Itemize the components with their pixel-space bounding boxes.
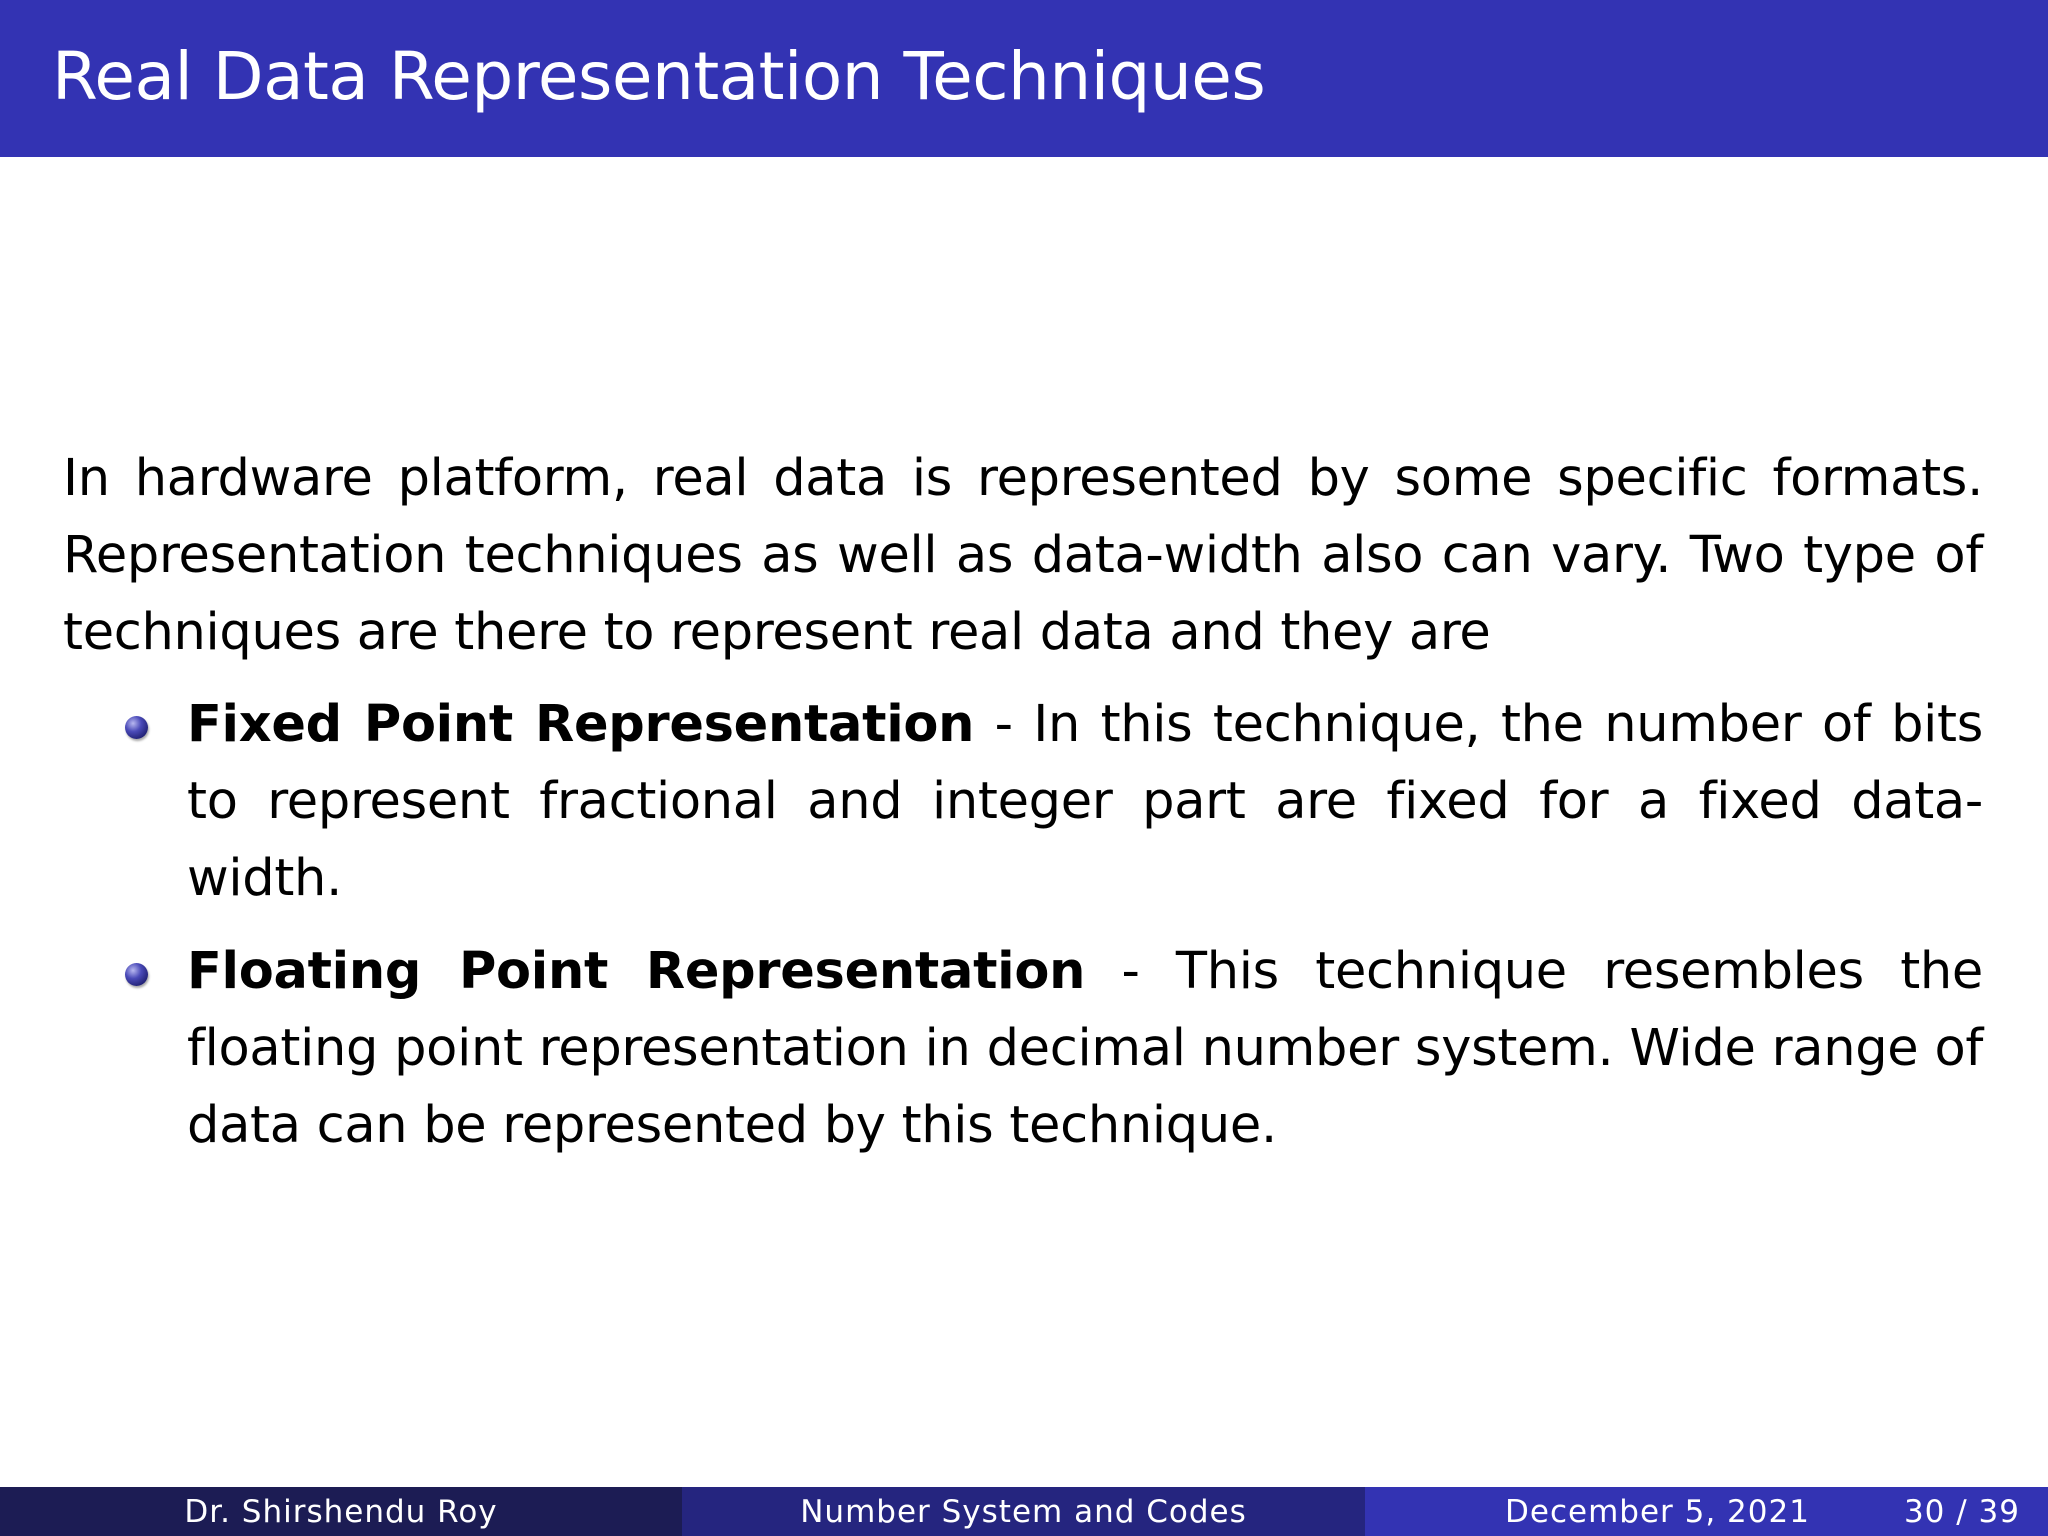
page-number: 30 / 39: [1903, 1493, 2020, 1530]
bullet-term: Fixed Point Representation: [187, 695, 975, 754]
bullet-sphere-icon: [125, 963, 148, 986]
author-name: Dr. Shirshendu Roy: [184, 1493, 498, 1530]
title-bar: [0, 0, 2048, 157]
bullet-text: - In this technique, the number of bits to represent fractional and integer part are fixed for a fixed data-width.: [187, 695, 1983, 908]
slide-content: [63, 440, 1983, 1180]
slide-title: Real Data Representation Techniques: [52, 38, 1266, 115]
footer-presentation-title: [682, 1487, 1365, 1536]
bullet-sphere-icon: [125, 716, 148, 739]
bullet-item-floating-point: [63, 933, 1983, 1164]
bullet-term: Floating Point Representation: [187, 942, 1086, 1001]
bullet-text: - This technique resembles the floating point representation in decimal number system. Wide range of data can be represented by this technique.: [187, 942, 1983, 1155]
bullet-list: [63, 686, 1983, 1164]
footer-date: December 5, 2021: [1505, 1493, 1810, 1530]
footer-bar: [0, 1487, 2048, 1536]
footer-author: [0, 1487, 682, 1536]
footer-date-page: [1365, 1487, 2048, 1536]
presentation-title: Number System and Codes: [800, 1493, 1247, 1530]
intro-paragraph: In hardware platform, real data is represented by some specific formats. Representation techniques as well as data-width also can vary. Two type of techniques are there to represent real data and they are: [63, 449, 1983, 662]
bullet-item-fixed-point: [63, 686, 1983, 917]
